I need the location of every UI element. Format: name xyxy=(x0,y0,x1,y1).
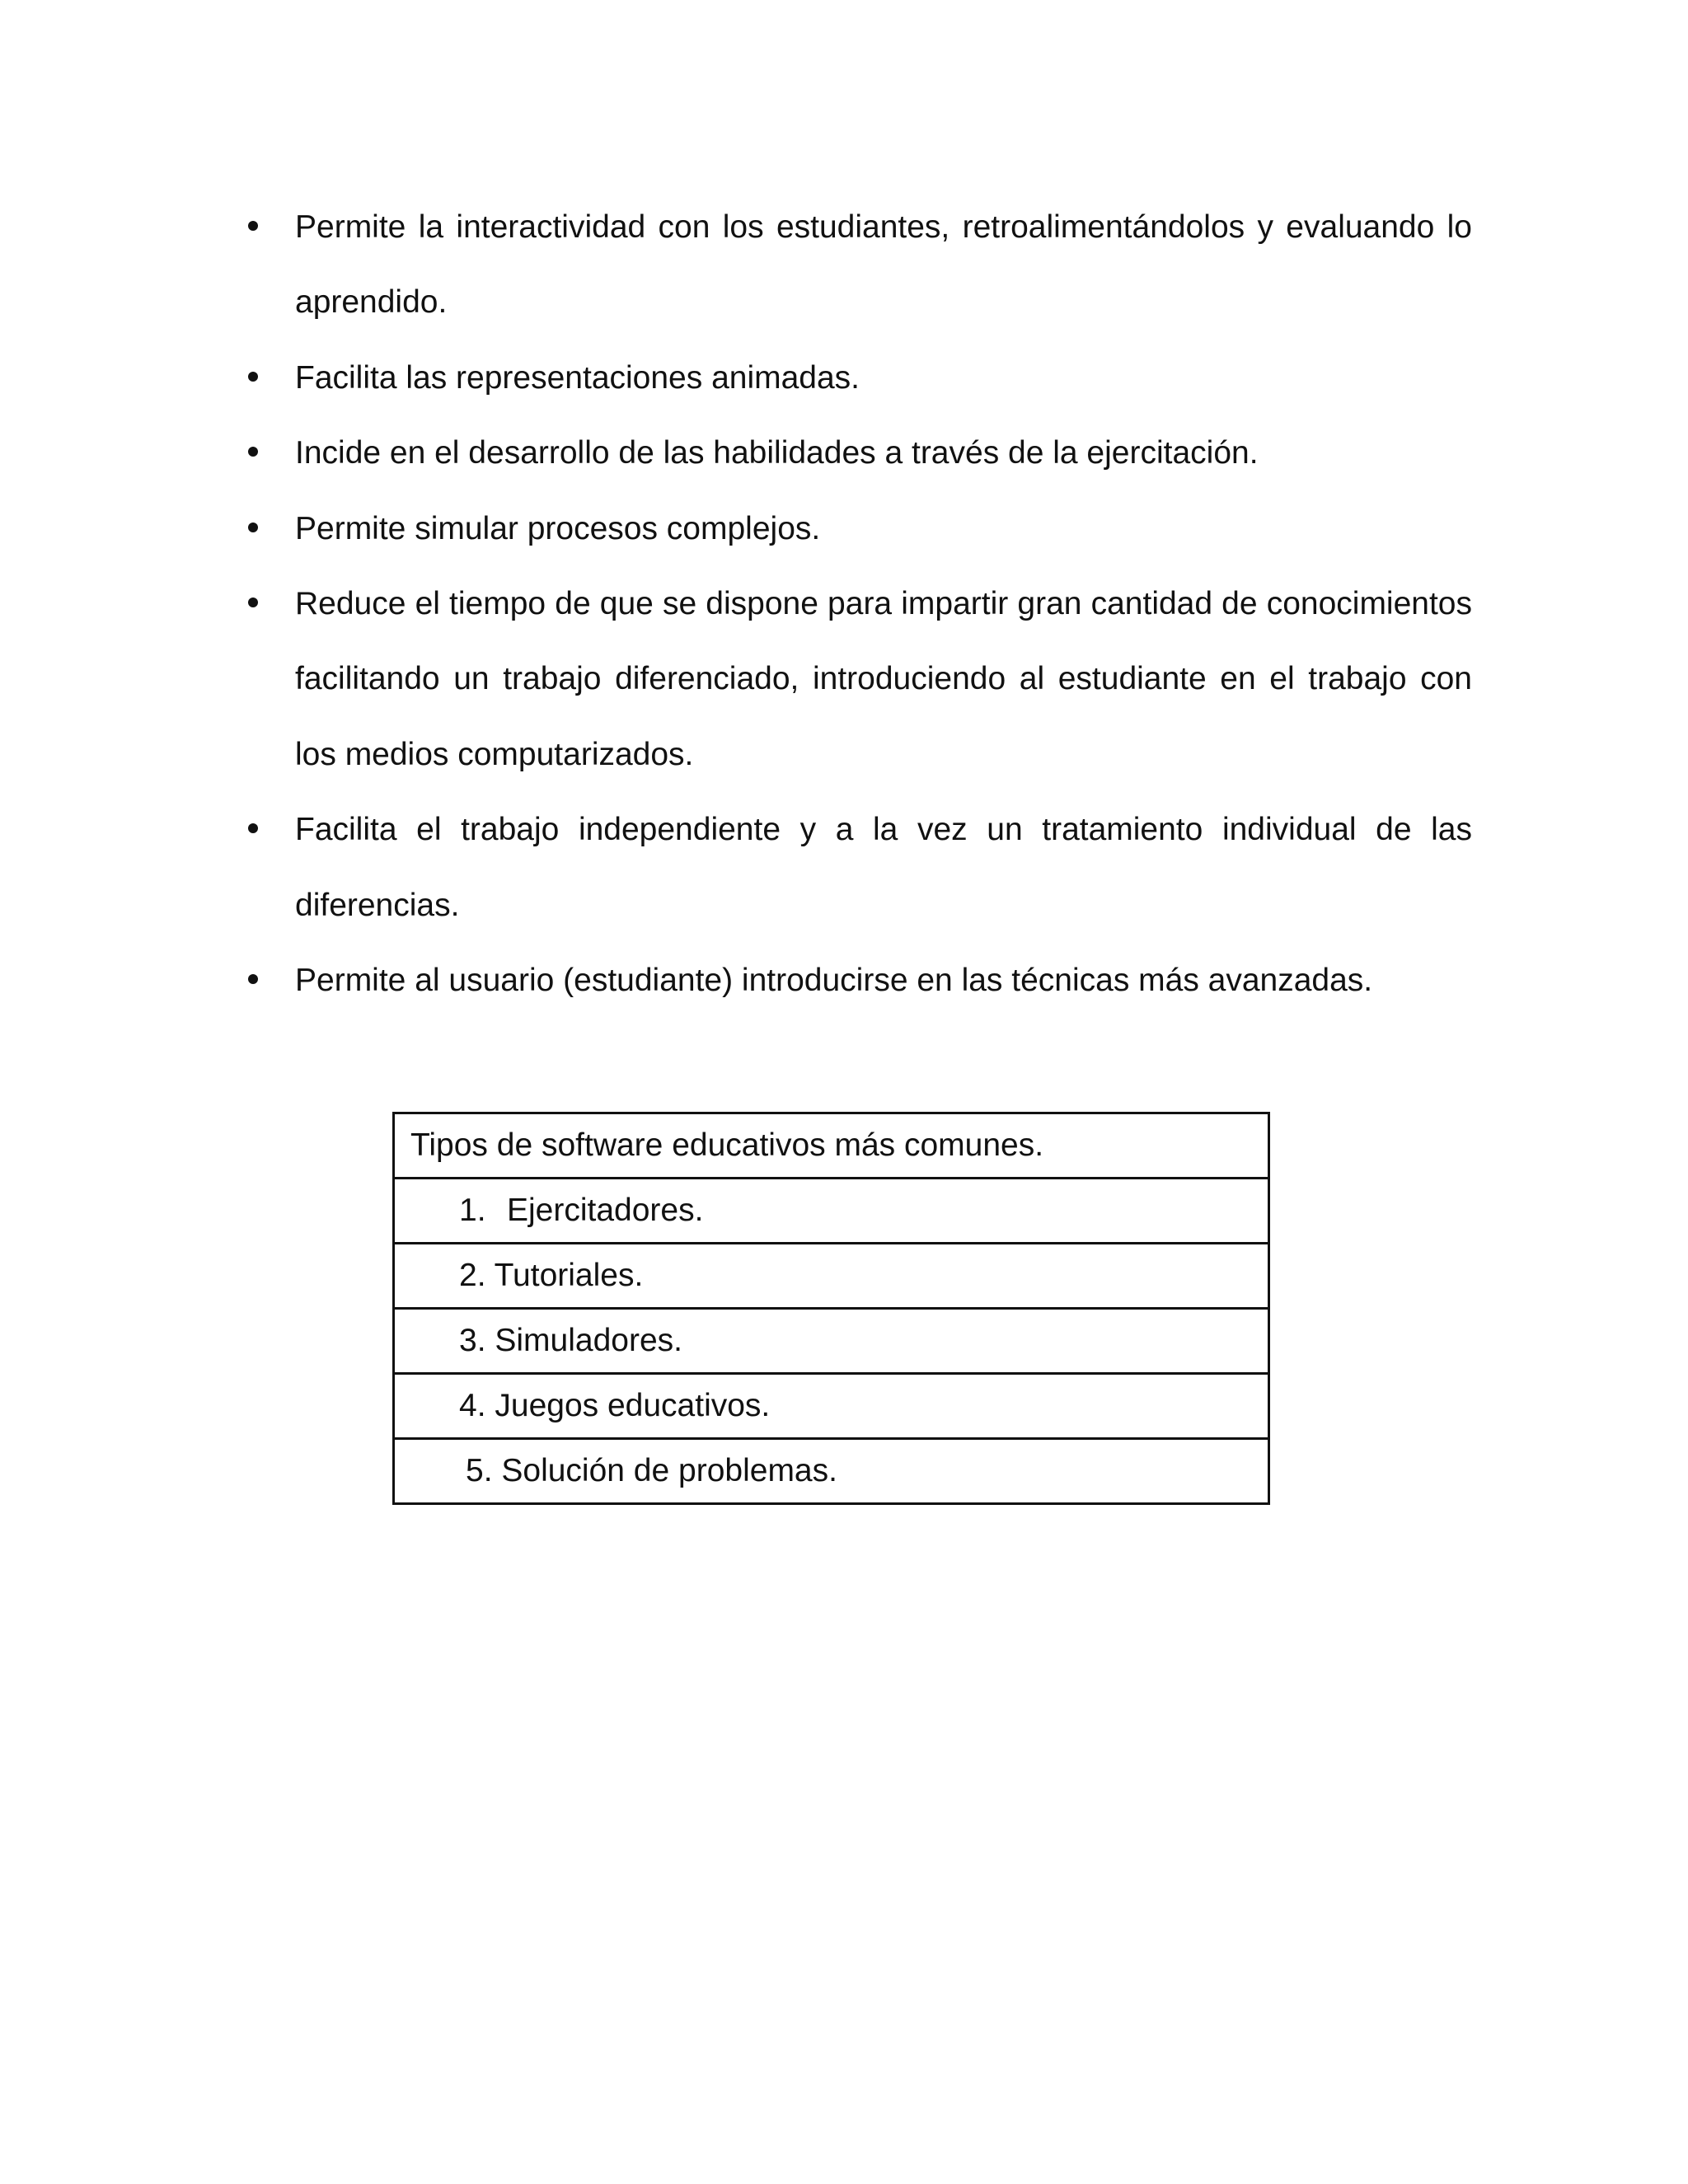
list-item xyxy=(246,566,1472,792)
item-label: Solución de problemas. xyxy=(501,1453,837,1488)
item-number: 4. xyxy=(459,1388,486,1423)
item-number: 1. xyxy=(459,1193,486,1228)
list-item-text: Permite al usuario (estudiante) introducirse en las técnicas más avanzadas. xyxy=(295,963,1373,999)
table-row xyxy=(394,1374,1269,1439)
list-item-text: Reduce el tiempo de que se dispone para impartir gran cantidad de conocimientos facilitando un trabajo diferenciado, introduciendo al estudiante en el trabajo con los medios computarizados. xyxy=(295,586,1472,772)
bullet-dot-icon xyxy=(248,221,258,231)
table-row xyxy=(394,1179,1269,1244)
bullet-list xyxy=(246,190,1472,1018)
list-item-text: Facilita las representaciones animadas. xyxy=(295,359,860,396)
bullet-dot-icon xyxy=(248,447,258,457)
table-cell xyxy=(394,1439,1269,1504)
list-item xyxy=(246,190,1472,340)
bullet-dot-icon xyxy=(248,598,258,607)
item-label: Ejercitadores. xyxy=(507,1193,704,1228)
item-label: Simuladores. xyxy=(495,1323,682,1358)
table-cell xyxy=(394,1309,1269,1374)
list-item-text: Incide en el desarrollo de las habilidades a través de la ejercitación. xyxy=(295,435,1259,471)
bullet-dot-icon xyxy=(248,372,258,382)
list-item xyxy=(246,340,1472,415)
item-label: Juegos educativos. xyxy=(495,1388,771,1423)
table-title: Tipos de software educativos más comunes. xyxy=(394,1113,1269,1179)
list-item-text: Facilita el trabajo independiente y a la vez un tratamiento individual de las diferencias. xyxy=(295,812,1472,923)
item-number: 3. xyxy=(459,1323,486,1358)
list-item xyxy=(246,943,1472,1018)
table-cell xyxy=(394,1374,1269,1439)
item-number: 2. xyxy=(459,1258,486,1293)
list-item xyxy=(246,491,1472,566)
table-row xyxy=(394,1439,1269,1504)
bullet-dot-icon xyxy=(248,974,258,984)
bullet-dot-icon xyxy=(248,823,258,833)
table-row xyxy=(394,1244,1269,1309)
table-cell xyxy=(394,1179,1269,1244)
table-row xyxy=(394,1309,1269,1374)
list-item xyxy=(246,792,1472,943)
list-item-text: Permite simular procesos complejos. xyxy=(295,510,821,546)
table-header-row xyxy=(394,1113,1269,1179)
item-label: Tutoriales. xyxy=(494,1258,644,1293)
software-types-table xyxy=(392,1112,1270,1505)
list-item xyxy=(246,415,1472,490)
bullet-dot-icon xyxy=(248,523,258,532)
item-number: 5. xyxy=(466,1453,493,1488)
table-cell xyxy=(394,1244,1269,1309)
list-item-text: Permite la interactividad con los estudiantes, retroalimentándolos y evaluando lo aprendido. xyxy=(295,209,1472,321)
